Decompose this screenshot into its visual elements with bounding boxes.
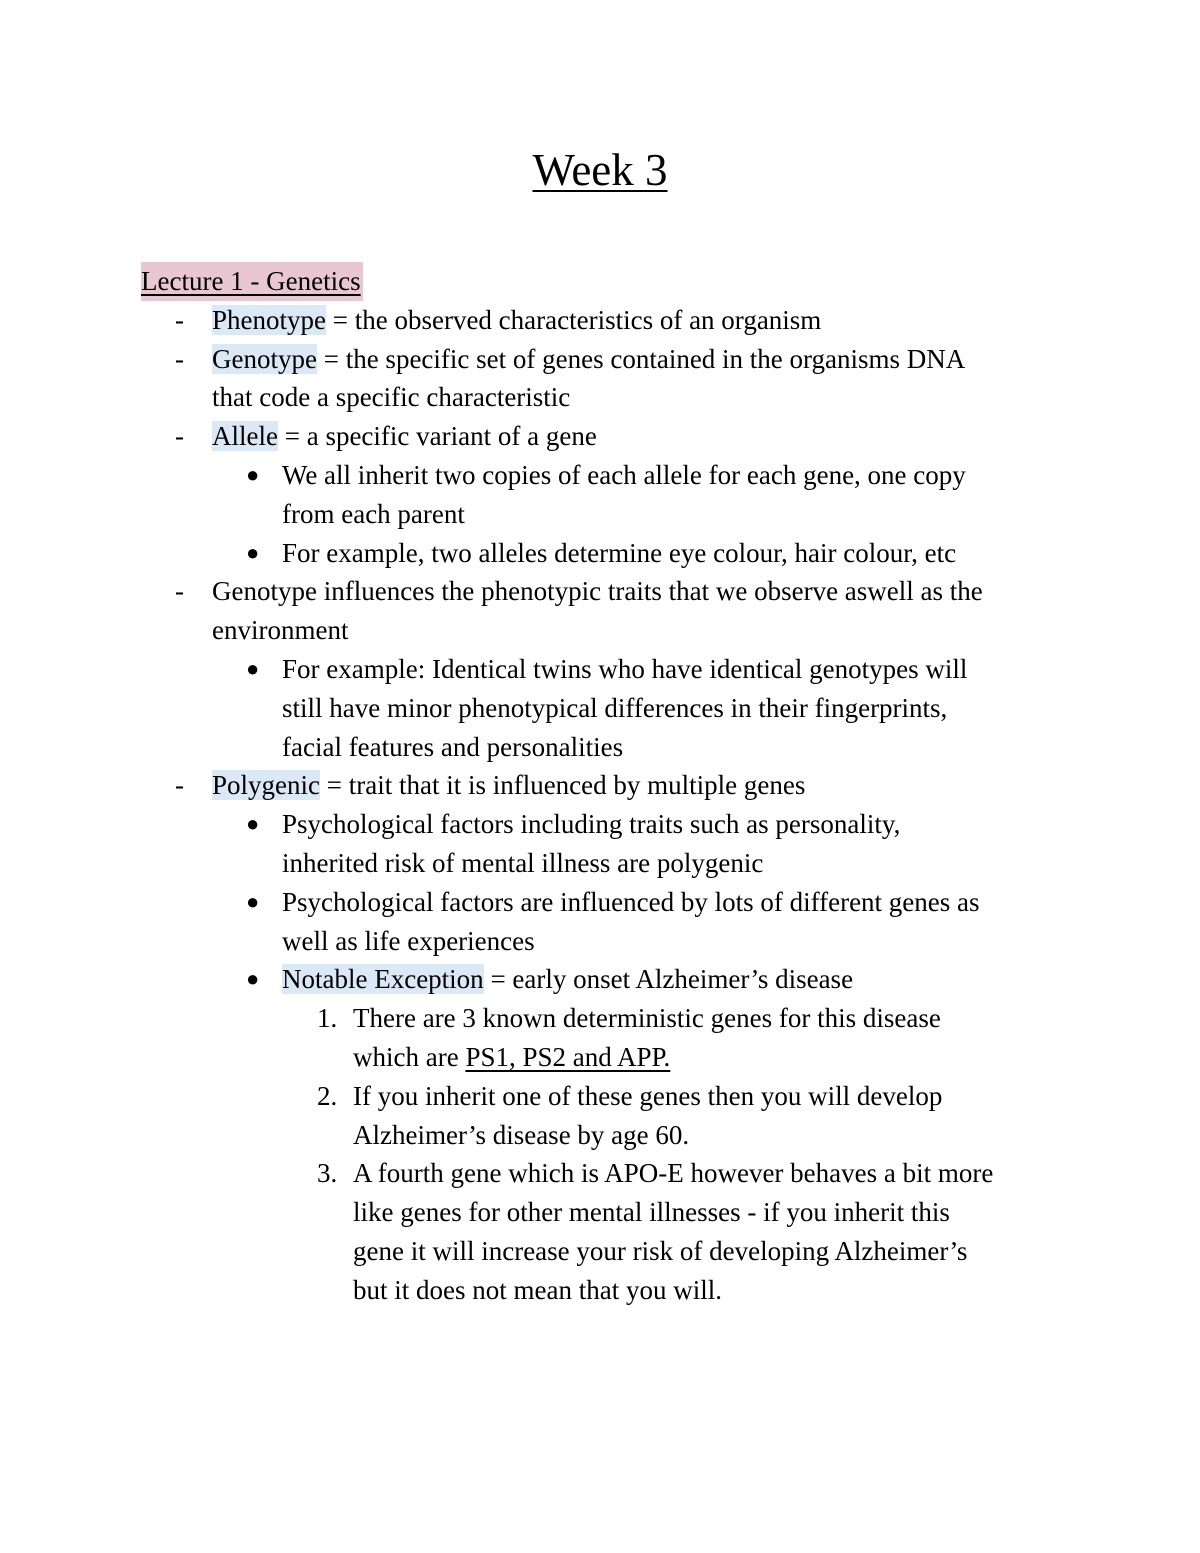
definition-text: = early onset Alzheimer’s disease bbox=[483, 964, 854, 995]
sub-item-text: well as life experiences bbox=[282, 925, 535, 956]
page-title-text: Week 3 bbox=[532, 145, 668, 195]
sub-item-text: Psychological factors including traits such as personality, bbox=[282, 809, 901, 840]
definition-text: = trait that it is influenced by multiple genes bbox=[320, 770, 806, 801]
sub-item-text: Psychological factors are influenced by lots of different genes as bbox=[282, 886, 980, 917]
numbered-item-text: Alzheimer’s disease by age 60. bbox=[353, 1119, 690, 1150]
item-text: environment bbox=[212, 615, 349, 646]
numbered-item-text: A fourth gene which is APO-E however behaves a bit more bbox=[353, 1158, 994, 1189]
number-marker: 3. bbox=[317, 1158, 338, 1189]
numbered-item-text: which are bbox=[353, 1041, 466, 1072]
list-item-continuation bbox=[141, 611, 1071, 650]
numbered-item-text: gene it will increase your risk of developing Alzheimer’s bbox=[353, 1235, 968, 1266]
dash-marker: - bbox=[175, 770, 184, 801]
dash-marker: - bbox=[175, 343, 184, 374]
definition-text: = a specific variant of a gene bbox=[277, 421, 597, 452]
list-item bbox=[141, 766, 1071, 805]
bullet-marker: ● bbox=[246, 888, 260, 914]
list-item bbox=[141, 301, 1071, 340]
sub-item-text: from each parent bbox=[282, 498, 465, 529]
sub-item-text: facial features and personalities bbox=[282, 731, 624, 762]
number-marker: 1. bbox=[317, 1003, 338, 1034]
term-highlight: Polygenic bbox=[212, 770, 320, 801]
bullet-marker: ● bbox=[246, 811, 260, 837]
list-item bbox=[141, 340, 1071, 379]
page-title bbox=[0, 140, 1200, 200]
numbered-item bbox=[141, 1077, 1071, 1116]
numbered-item-text: If you inherit one of these genes then you will develop bbox=[353, 1080, 943, 1111]
bullet-marker: ● bbox=[246, 539, 260, 565]
term-highlight: Phenotype bbox=[212, 304, 326, 335]
sub-list-item bbox=[141, 883, 1071, 922]
numbered-item-text: but it does not mean that you will. bbox=[353, 1274, 722, 1305]
numbered-item bbox=[141, 1154, 1071, 1193]
numbered-item bbox=[141, 999, 1071, 1038]
underlined-genes: PS1, PS2 and APP. bbox=[465, 1041, 671, 1072]
numbered-item-continuation bbox=[141, 1116, 1071, 1155]
sub-list-item bbox=[141, 534, 1071, 573]
sub-list-item-continuation bbox=[141, 495, 1071, 534]
section-heading: Lecture 1 - Genetics bbox=[141, 262, 363, 301]
definition-text: that code a specific characteristic bbox=[212, 382, 571, 413]
bullet-marker: ● bbox=[246, 966, 260, 992]
dash-marker: - bbox=[175, 421, 184, 452]
sub-list-item-continuation bbox=[141, 922, 1071, 961]
bullet-marker: ● bbox=[246, 655, 260, 681]
term-highlight: Notable Exception bbox=[282, 964, 484, 995]
sub-item-text: For example, two alleles determine eye colour, hair colour, etc bbox=[282, 537, 957, 568]
term-highlight: Allele bbox=[212, 421, 278, 452]
numbered-item-continuation bbox=[141, 1193, 1071, 1232]
sub-item-text: still have minor phenotypical differences in their fingerprints, bbox=[282, 692, 948, 723]
sub-list-item-continuation bbox=[141, 844, 1071, 883]
section-heading-line bbox=[141, 262, 1071, 301]
sub-item-text: We all inherit two copies of each allele for each gene, one copy bbox=[282, 459, 966, 490]
sub-item-text: inherited risk of mental illness are polygenic bbox=[282, 847, 764, 878]
numbered-item-continuation bbox=[141, 1038, 1071, 1077]
sub-list-item-continuation bbox=[141, 728, 1071, 767]
definition-text: = the specific set of genes contained in the organisms DNA bbox=[316, 343, 966, 374]
item-text: Genotype influences the phenotypic traits that we observe aswell as the bbox=[212, 576, 983, 607]
sub-list-item bbox=[141, 805, 1071, 844]
sub-list-item-continuation bbox=[141, 689, 1071, 728]
numbered-item-continuation bbox=[141, 1232, 1071, 1271]
sub-list-item bbox=[141, 960, 1071, 999]
numbered-item-text: like genes for other mental illnesses - if you inherit this bbox=[353, 1197, 950, 1228]
dash-marker: - bbox=[175, 576, 184, 607]
numbered-item-continuation bbox=[141, 1271, 1071, 1310]
notes-body bbox=[141, 262, 1071, 1310]
sub-list-item bbox=[141, 456, 1071, 495]
number-marker: 2. bbox=[317, 1080, 338, 1111]
sub-list-item bbox=[141, 650, 1071, 689]
term-highlight: Genotype bbox=[212, 343, 317, 374]
dash-marker: - bbox=[175, 304, 184, 335]
list-item bbox=[141, 572, 1071, 611]
definition-text: = the observed characteristics of an organism bbox=[326, 304, 822, 335]
bullet-marker: ● bbox=[246, 461, 260, 487]
sub-item-text: For example: Identical twins who have identical genotypes will bbox=[282, 653, 968, 684]
list-item bbox=[141, 417, 1071, 456]
list-item-continuation bbox=[141, 378, 1071, 417]
numbered-item-text: There are 3 known deterministic genes for this disease bbox=[353, 1003, 941, 1034]
